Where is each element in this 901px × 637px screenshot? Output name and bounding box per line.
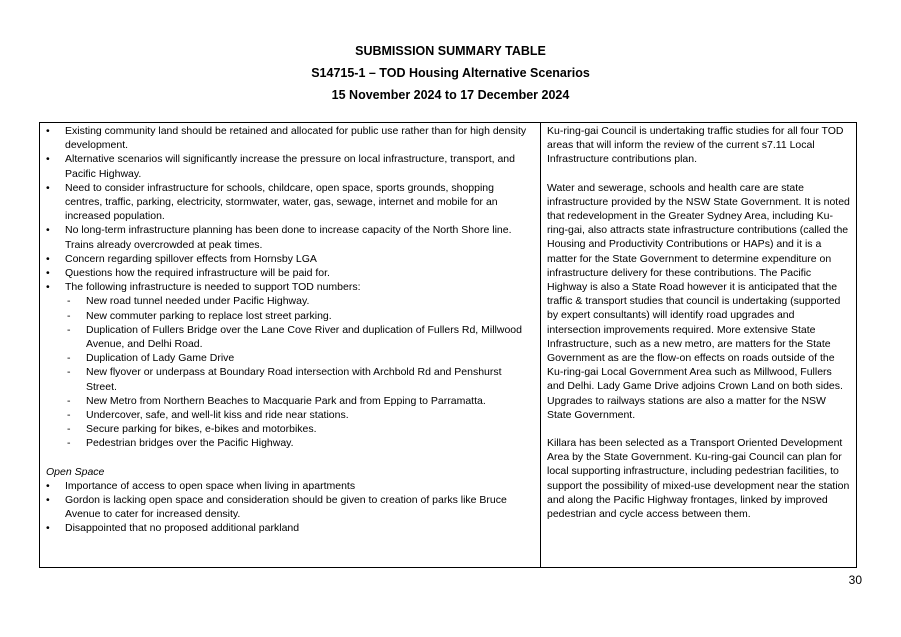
list-item-text: The following infrastructure is needed to support TOD numbers:	[65, 281, 361, 294]
sublist-item: - Pedestrian bridges over the Pacific Highway.	[65, 436, 534, 450]
open-space-heading: Open Space	[46, 465, 105, 478]
sublist-item: - New flyover or underpass at Boundary Road intersection with Archbold Rd and Penshurst Street.	[65, 365, 534, 393]
list-item: • Disappointed that no proposed additional parkland	[46, 521, 534, 535]
list-item: • No long-term infrastructure planning has been done to increase capacity of the North Shore line. Trains already overcrowded at peak times.	[46, 223, 534, 251]
list-item: • Concern regarding spillover effects from Hornsby LGA	[46, 252, 534, 266]
infrastructure-sublist	[46, 294, 534, 450]
sublist-item: - Duplication of Fullers Bridge over the Lane Cove River and duplication of Fullers Rd, Millwood Avenue, and Delhi Road.	[65, 323, 534, 351]
list-item: • Gordon is lacking open space and consideration should be given to creation of parks like Bruce Avenue to cater for increased density.	[46, 493, 534, 521]
sublist-item: - Duplication of Lady Game Drive	[65, 351, 534, 365]
document-title: SUBMISSION SUMMARY TABLE	[355, 44, 546, 58]
list-item: • Questions how the required infrastructure will be paid for.	[46, 266, 534, 280]
issues-list	[46, 124, 534, 294]
submission-issues-column	[40, 123, 541, 567]
sublist-item: - New commuter parking to replace lost street parking.	[65, 309, 534, 323]
council-response-column	[541, 123, 856, 567]
list-item: • Existing community land should be retained and allocated for public use rather than for high density development.	[46, 124, 534, 152]
open-space-list	[46, 479, 534, 536]
sublist-item: - New road tunnel needed under Pacific Highway.	[65, 294, 534, 308]
list-item: • Need to consider infrastructure for schools, childcare, open space, sports grounds, shopping centres, traffic, parking, electricity, stormwater, water, gas, sewage, internet and mobile for an increased population.	[46, 181, 534, 224]
document-subtitle: S14715-1 – TOD Housing Alternative Scenarios	[311, 66, 590, 80]
response-paragraph: Water and sewerage, schools and health care are state infrastructure provided by the NSW State Government. It is noted that redevelopment in the Greater Sydney Area, including Ku-ring-gai, also attracts state infrastructure contributions (called the Housing and Productivity Contributions or HAPs) and it is a matter for the State Government to determine expenditure on infrastructure delivery for these contributions. The Pacific Highway is also a State Road however it is anticipated that the traffic & transport studies that council is undertaking (supported by expert consultants) will identify road upgrades and intersection improvements required. More extensive State Infrastructure, such as a new metro, are matters for the State Government as are the flow-on effects on roads outside of the Ku-ring-gai Local Government Area such as Millwood, Fullers and Delhi. Lady Game Drive adjoins Crown Land on both sides. Upgrades to railways stations are also a matter for the NSW State Government.	[547, 181, 850, 421]
response-paragraph: Killara has been selected as a Transport Oriented Development Area by the State Government. Ku-ring-gai Council can plan for local supporting infrastructure, including pedestrian facilities, to support the possibility of mixed-use development near the station and along the Pacific Highway frontages, linked by improved pedestrian and cycle access between them.	[547, 437, 850, 521]
response-paragraph: Ku-ring-gai Council is undertaking traffic studies for all four TOD areas that will inform the review of the current s7.11 Local Infrastructure contributions plan.	[547, 125, 844, 166]
list-item	[46, 280, 534, 294]
sublist-item: - New Metro from Northern Beaches to Macquarie Park and from Epping to Parramatta.	[65, 394, 534, 408]
date-range: 15 November 2024 to 17 December 2024	[331, 88, 570, 102]
sublist-item: - Secure parking for bikes, e-bikes and motorbikes.	[65, 422, 534, 436]
submission-table	[39, 122, 857, 568]
page-number: 30	[848, 573, 862, 587]
sublist-item: - Undercover, safe, and well-lit kiss and ride near stations.	[65, 408, 534, 422]
list-item: • Alternative scenarios will significantly increase the pressure on local infrastructure, transport, and Pacific Highway.	[46, 152, 534, 180]
list-item: • Importance of access to open space when living in apartments	[46, 479, 534, 493]
